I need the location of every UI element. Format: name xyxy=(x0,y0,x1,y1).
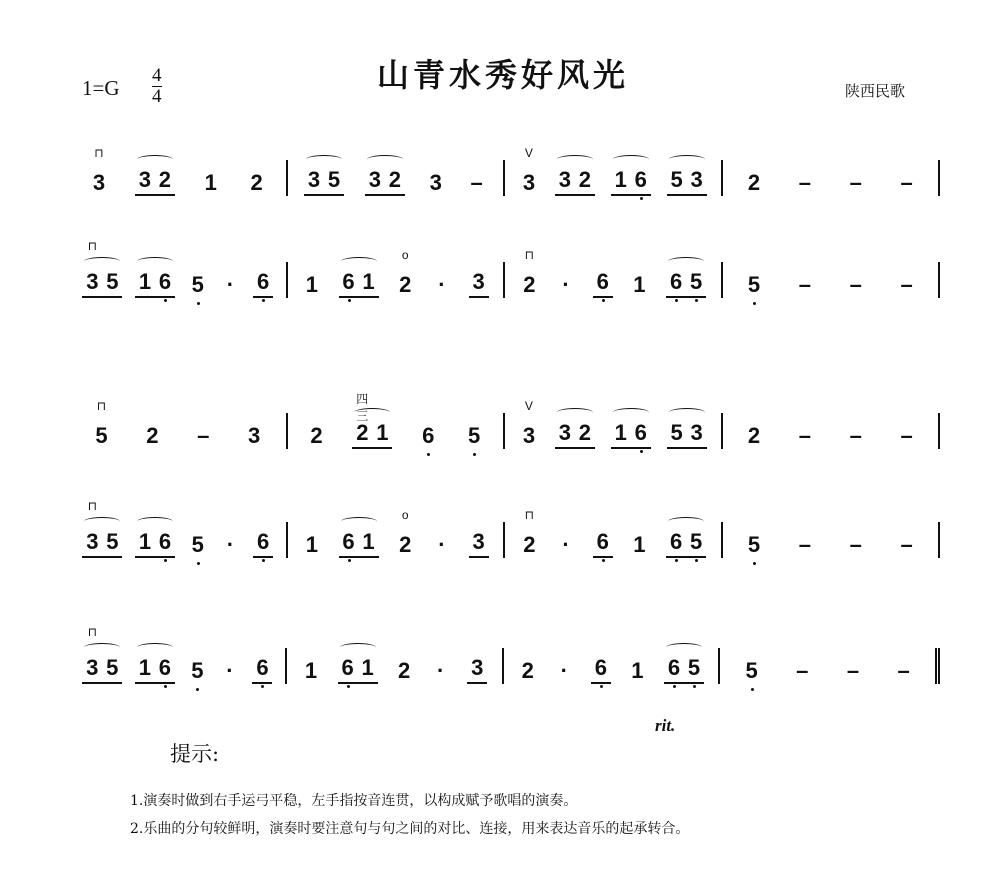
note: 6 xyxy=(155,529,175,555)
note: 1 xyxy=(614,167,627,192)
note: 3 xyxy=(471,655,484,680)
augmentation-dot: · xyxy=(226,272,235,297)
measure xyxy=(723,522,941,558)
note: 6 xyxy=(253,269,273,295)
note: 3 ⊓ xyxy=(89,170,109,196)
bowing-mark: 四 三 xyxy=(356,392,369,423)
underline-group xyxy=(304,167,344,196)
note: 5 xyxy=(744,272,764,298)
note: 1 xyxy=(614,420,627,445)
note: 2 xyxy=(310,423,323,448)
note: 6 xyxy=(339,529,359,555)
underline-group xyxy=(135,167,175,196)
underline-group xyxy=(593,529,613,558)
augmentation-dot: · xyxy=(438,272,446,297)
time-sig-bottom: 4 xyxy=(152,86,162,107)
note: 3 xyxy=(690,167,703,192)
note: 2 xyxy=(747,423,761,448)
note: 1 xyxy=(376,420,389,445)
underline-group xyxy=(469,529,489,558)
note: 1 xyxy=(362,529,375,554)
note: 2 xyxy=(356,420,369,445)
key-signature: 1=G xyxy=(82,76,120,100)
augmentation-dot: · xyxy=(562,272,570,297)
note: 6 xyxy=(338,655,358,681)
bowing-mark: ⊓ xyxy=(94,146,104,160)
dash: – xyxy=(897,658,910,683)
note: 6 xyxy=(591,655,611,681)
dash: – xyxy=(798,423,811,448)
measure xyxy=(288,160,506,196)
note: 5 xyxy=(327,167,341,192)
dash: – xyxy=(849,170,862,195)
measure xyxy=(504,648,721,684)
note: 5 xyxy=(684,655,704,681)
note: 3 xyxy=(558,420,571,445)
note: 2 xyxy=(388,167,401,192)
underline-group xyxy=(666,529,706,558)
underline-group xyxy=(365,167,405,196)
score-line xyxy=(70,239,940,322)
dash: – xyxy=(798,272,811,297)
underline-group xyxy=(611,420,651,449)
underline-group xyxy=(593,269,613,298)
note: 3 xyxy=(138,167,151,192)
note: 6 xyxy=(631,167,651,193)
note: 5 xyxy=(670,420,683,445)
note: 6 xyxy=(666,269,686,295)
augmentation-dot: · xyxy=(562,532,570,557)
underline-group xyxy=(135,529,175,558)
note: 3 xyxy=(368,167,381,192)
ritardando-mark: rit. xyxy=(655,716,676,735)
underline-group xyxy=(467,655,487,684)
note: 1 xyxy=(138,655,151,680)
note: 1 xyxy=(631,658,644,683)
note: 3 xyxy=(558,167,571,192)
dash: – xyxy=(470,170,483,195)
underline-group xyxy=(611,167,651,196)
bowing-mark: o xyxy=(401,248,409,262)
note: 2 ⊓ xyxy=(519,272,539,298)
note: 1 xyxy=(633,272,646,297)
note: 1 xyxy=(361,655,374,680)
note: 3 V xyxy=(519,423,539,449)
note: 2 xyxy=(158,167,171,192)
dash: – xyxy=(846,658,860,683)
note: 6 xyxy=(339,269,359,295)
bowing-mark: ⊓ xyxy=(87,239,98,253)
measure xyxy=(505,508,723,558)
note: 5 xyxy=(188,272,208,298)
dash: – xyxy=(796,658,809,683)
measure xyxy=(505,248,723,298)
note: 2 xyxy=(146,423,159,448)
tips-title: 提示: xyxy=(170,742,220,766)
measure xyxy=(287,648,504,684)
note: 6 xyxy=(155,655,175,681)
measure xyxy=(70,399,288,449)
note: 6 xyxy=(418,423,438,449)
note: 3 xyxy=(690,420,703,445)
bowing-mark: ⊓ xyxy=(87,625,97,639)
underline-group xyxy=(555,167,595,196)
dash: – xyxy=(798,532,811,557)
underline-group xyxy=(339,529,379,558)
note: 5 xyxy=(106,269,119,294)
dash: – xyxy=(900,423,913,448)
measure xyxy=(70,625,287,684)
underline-group xyxy=(82,239,122,298)
note: 1 xyxy=(138,269,152,294)
note: 6 xyxy=(593,269,613,295)
tip-1: 1.演奏时做到右手运弓平稳，左手指按音连贯，以构成赋予歌唱的演奏。 xyxy=(130,793,578,809)
tip-2: 2.乐曲的分句较鲜明，演奏时要注意句与句之间的对比、连接，用来表达音乐的起承转合。 xyxy=(130,821,690,837)
bowing-mark: V xyxy=(524,146,533,160)
note: 6 xyxy=(253,529,273,555)
note: 3 xyxy=(472,269,485,294)
note: 1 xyxy=(305,532,318,557)
underline-group xyxy=(338,655,378,684)
measure xyxy=(723,262,941,298)
underline-group xyxy=(339,269,379,298)
underline-group xyxy=(252,655,272,684)
attribution: 陕西民歌 xyxy=(845,82,906,100)
underline-group xyxy=(253,269,273,298)
note: 2 xyxy=(747,170,761,195)
note: 3 xyxy=(86,269,99,294)
measure xyxy=(288,392,506,449)
dash: – xyxy=(849,272,862,297)
note: 6 xyxy=(593,529,613,555)
measure xyxy=(70,146,288,196)
dash: – xyxy=(900,170,913,195)
note: 1 xyxy=(633,532,646,557)
measure xyxy=(70,239,288,298)
underline-group xyxy=(664,655,704,684)
measure xyxy=(70,499,288,558)
note: 1 xyxy=(138,529,152,554)
dash: – xyxy=(798,170,811,195)
score-line xyxy=(70,392,940,473)
dash: – xyxy=(849,423,862,448)
underline-group xyxy=(667,420,707,449)
note: 2 xyxy=(250,170,263,195)
note: 3 V xyxy=(519,170,539,196)
augmentation-dot: · xyxy=(226,658,234,683)
dash: – xyxy=(197,423,210,448)
note: 5 xyxy=(686,529,706,555)
score-line xyxy=(70,625,940,708)
underline-group xyxy=(135,655,175,684)
measure xyxy=(723,160,941,196)
note: 5 xyxy=(188,532,208,558)
note: 5 xyxy=(187,658,207,684)
note: 6 xyxy=(631,420,651,446)
note: 2 xyxy=(578,167,591,192)
bowing-mark: ⊓ xyxy=(87,499,98,513)
score-line xyxy=(70,499,940,582)
note: 3 xyxy=(86,529,99,554)
dash: – xyxy=(849,532,862,557)
bowing-mark: ⊓ xyxy=(96,399,107,413)
note: 1 xyxy=(362,269,375,294)
score-line xyxy=(70,146,940,220)
note: 3 xyxy=(429,170,442,195)
note: 2 ⊓ xyxy=(519,532,539,558)
augmentation-dot: · xyxy=(436,658,445,683)
note: 5 xyxy=(744,532,764,558)
note: 2 xyxy=(397,658,411,683)
underline-group xyxy=(82,499,122,558)
measure xyxy=(288,508,506,558)
dash: – xyxy=(900,532,913,557)
augmentation-dot: · xyxy=(438,532,446,557)
underline-group xyxy=(469,269,489,298)
note: 1 xyxy=(305,272,318,297)
note: 6 xyxy=(252,655,272,681)
measure xyxy=(288,248,506,298)
underline-group xyxy=(135,269,175,298)
note: 2 o xyxy=(395,272,415,298)
note: 2 xyxy=(521,658,534,683)
note: 5 xyxy=(670,167,683,192)
measure xyxy=(723,413,941,449)
bowing-mark: V xyxy=(524,399,533,413)
note: 3 xyxy=(86,655,99,680)
dash: – xyxy=(900,272,913,297)
underline-group xyxy=(555,420,595,449)
note: 5 xyxy=(106,655,119,680)
augmentation-dot: · xyxy=(226,532,235,557)
underline-group xyxy=(666,269,706,298)
note: 2 o xyxy=(395,532,415,558)
note: 6 xyxy=(666,529,686,555)
note: 1 xyxy=(204,170,217,195)
underline-group xyxy=(591,655,611,684)
note: 5 xyxy=(464,423,484,449)
bowing-mark: ⊓ xyxy=(524,248,535,262)
note: 6 xyxy=(664,655,684,681)
song-title: 山青水秀好风光 xyxy=(376,56,629,94)
measure xyxy=(505,399,723,449)
note: 3 xyxy=(307,167,321,192)
note: 1 xyxy=(304,658,318,683)
note: 5 xyxy=(106,529,119,554)
note: 3 xyxy=(247,423,261,448)
augmentation-dot: · xyxy=(560,658,568,683)
underline-group xyxy=(352,392,392,449)
note: 5 ⊓ xyxy=(91,423,111,449)
note: 2 xyxy=(578,420,591,445)
underline-group xyxy=(667,167,707,196)
note: 5 xyxy=(686,269,706,295)
note: 6 xyxy=(155,269,175,295)
time-signature xyxy=(152,66,162,107)
note: 3 xyxy=(472,529,485,554)
bowing-mark: o xyxy=(401,508,409,522)
bowing-mark: ⊓ xyxy=(524,508,535,522)
time-sig-top: 4 xyxy=(152,65,162,86)
measure xyxy=(505,146,723,196)
underline-group xyxy=(82,625,122,684)
note: 5 xyxy=(742,658,762,684)
measure xyxy=(720,648,940,684)
underline-group xyxy=(253,529,273,558)
